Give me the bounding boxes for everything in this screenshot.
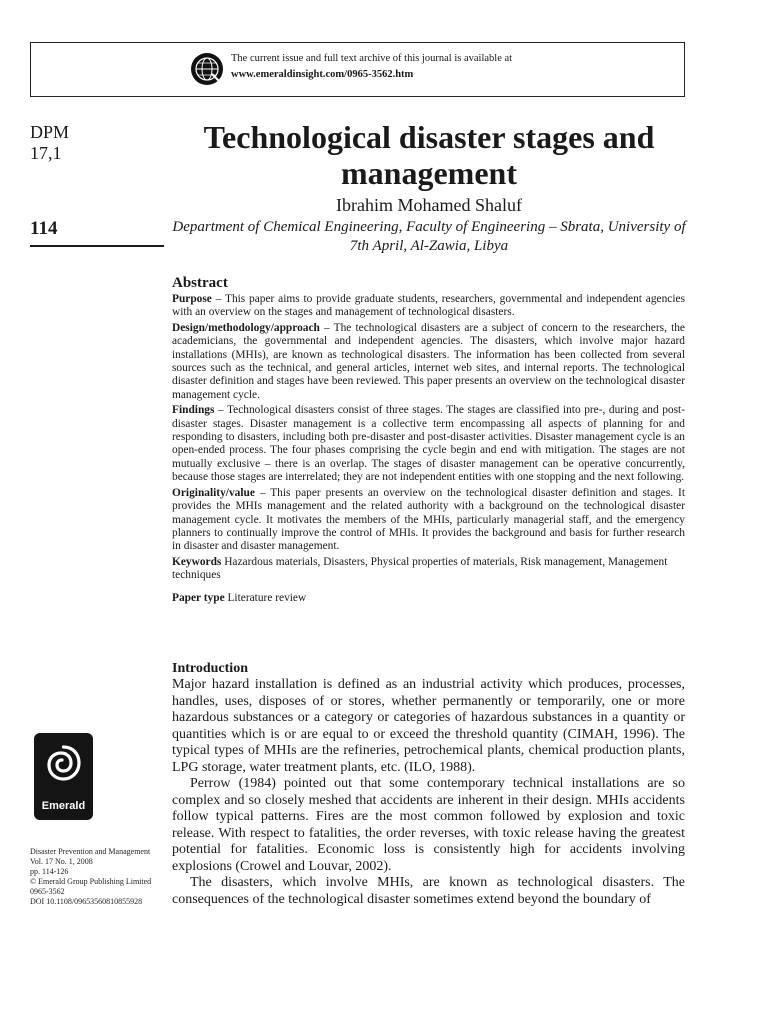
page-range: pp. 114-126: [30, 867, 69, 876]
body-paragraph: Perrow (1984) pointed out that some contemporary technical installations are so complex and so closely meshed that accidents are inherent in their design. MHIs accidents follow typical patterns. Fires are the most common followed by explosion and toxic release. With respect to fatalities, the order reverses, with toxic release having the greatest potential for fatalities. Economic loss is consistently high for accidents involving explosions (Crowel and Louvar, 2002).: [172, 776, 685, 874]
originality-text: – This paper presents an overview on the technological disaster definition and stages. It provides the MHIs management and the related authority with a background on the technological disaster management cycle. It motivates the members of the MHIs, particularly managerial staff, and the emergency planners to continually improve the control of MHIs. It provides the background and basis for further research in disaster and disaster management.: [172, 486, 685, 553]
author-name: Ibrahim Mohamed Shaluf: [336, 195, 522, 215]
page-number: 114: [30, 218, 58, 239]
abstract-originality: [172, 487, 685, 554]
body-paragraph: Major hazard installation is defined as an industrial activity which produces, processes, handles, uses, disposes of or stores, whether permanently or temporarily, one or more hazardous substances or a category or categories of hazardous substances in a quantity or quantities which is or are equal to or exceed the threshold quantity (CIMAH, 1996). The typical types of MHIs are the refineries, petrochemical plants, chemical production plants, LPG storage, water treatment plants, etc. (ILO, 1988).: [172, 677, 685, 775]
abstract-section: [172, 274, 685, 607]
divider: [30, 245, 164, 247]
purpose-text: – This paper aims to provide graduate students, researchers, governmental and independent agencies with an overview on the stages and management of technological disasters.: [172, 293, 685, 319]
issn: 0965-3562: [30, 887, 65, 896]
findings-label: Findings: [172, 404, 215, 417]
journal-url-link[interactable]: www.emeraldinsight.com/0965-3562.htm: [231, 69, 414, 80]
volume-info: Vol. 17 No. 1, 2008: [30, 857, 93, 866]
paper-type-text: Literature review: [224, 591, 307, 604]
body-paragraph: The disasters, which involve MHIs, are known as technological disasters. The consequences of the technological disaster sometimes extend beyond the boundary of: [172, 875, 685, 907]
journal-access-notice: [30, 42, 685, 97]
keywords-label: Keywords: [172, 555, 222, 568]
journal-name: Disaster Prevention and Management: [30, 847, 151, 856]
abstract-design: [172, 322, 685, 402]
article-title: Technological disaster stages and management: [203, 119, 655, 191]
copyright-notice: © Emerald Group Publishing Limited: [30, 877, 152, 886]
abstract-findings: [172, 404, 685, 484]
design-text: – The technological disasters are a subject of concern to the researchers, the academicians, the governmental and independent agencies. The disasters, which involve major hazard installations (MHIs), are known as technological disasters. The information has been collected from several sources such as the technical, and general articles, internet web sites, and internal reports. The technological disaster definition and stages have been reviewed. This paper presents an overview on the technological disaster management cycle.: [172, 321, 685, 401]
author-affiliation: Department of Chemical Engineering, Faculty of Engineering – Sbrata, University of 7th April, Al-Zawia, Libya: [172, 219, 686, 254]
paper-type-label: Paper type: [172, 591, 225, 604]
emerald-swirl-icon: [43, 743, 84, 793]
notice-text: The current issue and full text archive of this journal is available at: [231, 53, 513, 64]
journal-code: [30, 122, 69, 164]
journal-volume-issue: 17,1: [30, 143, 62, 163]
abstract-purpose: [172, 293, 685, 320]
findings-text: – Technological disasters consist of three stages. The stages are classified into pre-, during and post-disaster stages. Disaster management is a collective term encompassing all aspects of planning for and responding to disasters, including both pre-disaster and post-disaster activities. Disaster management cycle is an open-ended process. The four phases comprising the cycle begin and end with mitigation. The stages are not mutually exclusive – there is an overlap. The stages of disaster management can be operative concurrently, because those stages are interrelated; they are not independent entities with one stopping and the next following.: [172, 404, 685, 484]
globe-icon: [190, 52, 224, 86]
introduction-heading: Introduction: [172, 661, 248, 676]
introduction-section: [172, 660, 685, 908]
emerald-logo: [34, 733, 93, 820]
design-label: Design/methodology/approach: [172, 321, 320, 334]
journal-abbreviation: DPM: [30, 122, 70, 142]
purpose-label: Purpose: [172, 293, 212, 305]
originality-label: Originality/value: [172, 486, 255, 499]
abstract-heading: Abstract: [172, 275, 228, 291]
emerald-wordmark: Emerald: [41, 800, 86, 812]
keywords-text: Hazardous materials, Disasters, Physical properties of materials, Risk management, Management techniques: [172, 555, 668, 582]
publication-info: [30, 847, 151, 907]
doi: DOI 10.1108/09653560810855928: [30, 897, 143, 906]
abstract-keywords: [172, 556, 685, 583]
abstract-paper-type: [172, 592, 685, 605]
